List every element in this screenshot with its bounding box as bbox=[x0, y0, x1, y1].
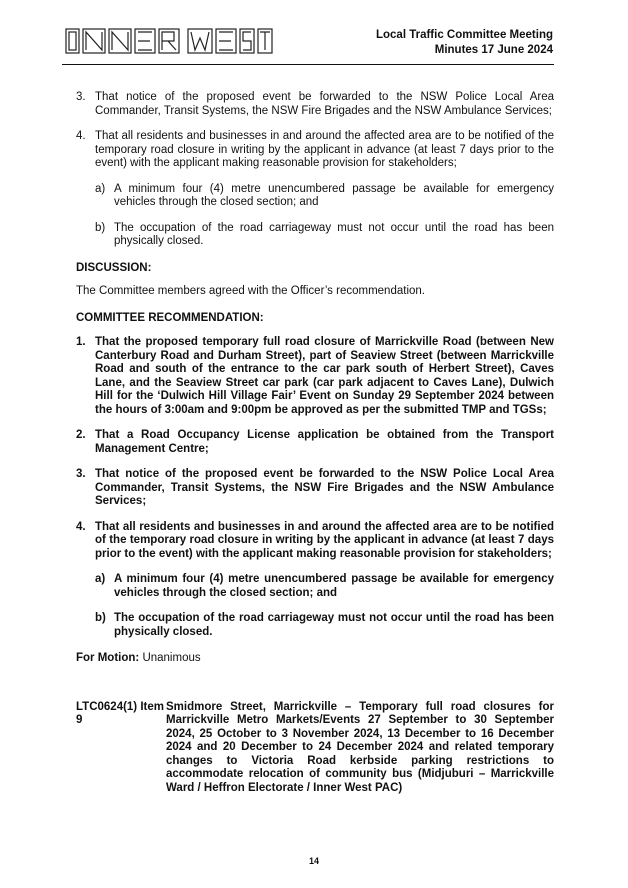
item-number: 4. bbox=[76, 520, 86, 533]
subitem-letter: b) bbox=[95, 612, 106, 624]
subitem-letter: a) bbox=[95, 182, 106, 195]
agenda-item-title: Smidmore Street, Marrickville – Temporary full road closures for Marrickville Metro Markets/Events 27 September to 30 September 2024, 25 October to 3 November 2024, 13 December to 16 December 2024 and 20 December to 24 December 2024 and related temporary changes to Victoria Road kerbside parking restrictions to accommodate relocation of community bus (Midjuburi – Marrickville Ward / Heffron Electorate / Inner West PAC) bbox=[166, 700, 554, 794]
next-agenda-item bbox=[76, 701, 554, 796]
for-motion bbox=[76, 652, 554, 666]
discussion-text: The Committee members agreed with the Officer’s recommendation. bbox=[76, 285, 425, 297]
item-number: 3. bbox=[76, 468, 86, 480]
for-motion-value: Unanimous bbox=[142, 652, 201, 664]
header-meeting-info bbox=[376, 28, 553, 58]
subitem-text: The occupation of the road carriageway must not occur until the road has been physically closed. bbox=[114, 221, 554, 247]
subitem-text: A minimum four (4) metre unencumbered passage be available for emergency vehicles through the closed section; and bbox=[114, 182, 554, 208]
minutes-date: Minutes 17 June 2024 bbox=[434, 44, 553, 56]
item-number: 1. bbox=[76, 336, 86, 348]
committee-subitem-b bbox=[95, 612, 554, 639]
officer-item-3 bbox=[76, 91, 554, 118]
officer-item-4 bbox=[76, 130, 554, 171]
committee-item-4 bbox=[76, 521, 554, 562]
committee-item-3 bbox=[76, 468, 554, 509]
subitem-letter: a) bbox=[95, 573, 106, 585]
subitem-text: The occupation of the road carriageway must not occur until the road has been physically closed. bbox=[114, 612, 554, 638]
item-number: 3. bbox=[76, 91, 86, 103]
committee-item-2 bbox=[76, 429, 554, 456]
officer-subitem-b bbox=[95, 222, 554, 249]
subitem-text: A minimum four (4) metre unencumbered passage be available for emergency vehicles through the closed section; and bbox=[114, 573, 554, 599]
item-text: That all residents and businesses in and around the affected area are to be notified of the temporary road closure in writing by the applicant in advance (at least 7 days prior to the event) with the applicant making reasonable provision for stakeholders; bbox=[95, 520, 554, 560]
discussion-heading: DISCUSSION: bbox=[76, 261, 152, 274]
item-number: 4. bbox=[76, 130, 86, 142]
committee-recommendation-heading: COMMITTEE RECOMMENDATION: bbox=[76, 311, 264, 324]
for-motion-label: For Motion: bbox=[76, 652, 140, 664]
officer-subitem-a bbox=[95, 183, 554, 210]
item-text: That a Road Occupancy License application be obtained from the Transport Management Centre; bbox=[95, 429, 554, 455]
page-number: 14 bbox=[308, 856, 319, 866]
committee-item-1 bbox=[76, 336, 554, 417]
item-text: That notice of the proposed event be forwarded to the NSW Police Local Area Commander, Transit Systems, the NSW Fire Brigades and the NSW Ambulance Services; bbox=[95, 91, 554, 117]
meeting-title: Local Traffic Committee Meeting bbox=[375, 29, 553, 41]
committee-subitem-a bbox=[95, 573, 554, 600]
subitem-letter: b) bbox=[95, 221, 106, 234]
header-divider bbox=[62, 64, 554, 65]
document-body bbox=[76, 91, 554, 795]
item-text: That the proposed temporary full road closure of Marrickville Road (between New Canterbury Road and Durham Street), part of Seaview Street (between Marrickville Road and south of the entrance to the car park south of Herbert Street), Caves Lane, and the Seaview Street car park (car park adjacent to Caves Lane), Dulwich Hill for the ‘Dulwich Hill Village Fair’ Event on Sunday 29 September 2024 between the hours of 3:00am and 9:00pm be approved as per the submitted TMP and TGSs; bbox=[95, 336, 554, 416]
agenda-item-code: LTC0624(1) Item 9 bbox=[76, 700, 164, 726]
item-text: That notice of the proposed event be forwarded to the NSW Police Local Area Commander, Transit Systems, the NSW Fire Brigades and the NSW Ambulance Services; bbox=[95, 468, 554, 507]
inner-west-logo bbox=[64, 24, 274, 58]
item-number: 2. bbox=[76, 429, 86, 441]
item-text: That all residents and businesses in and around the affected area are to be notified of the temporary road closure in writing by the applicant in advance (at least 7 days prior to the event) with the applicant making reasonable provision for stakeholders; bbox=[95, 130, 554, 169]
